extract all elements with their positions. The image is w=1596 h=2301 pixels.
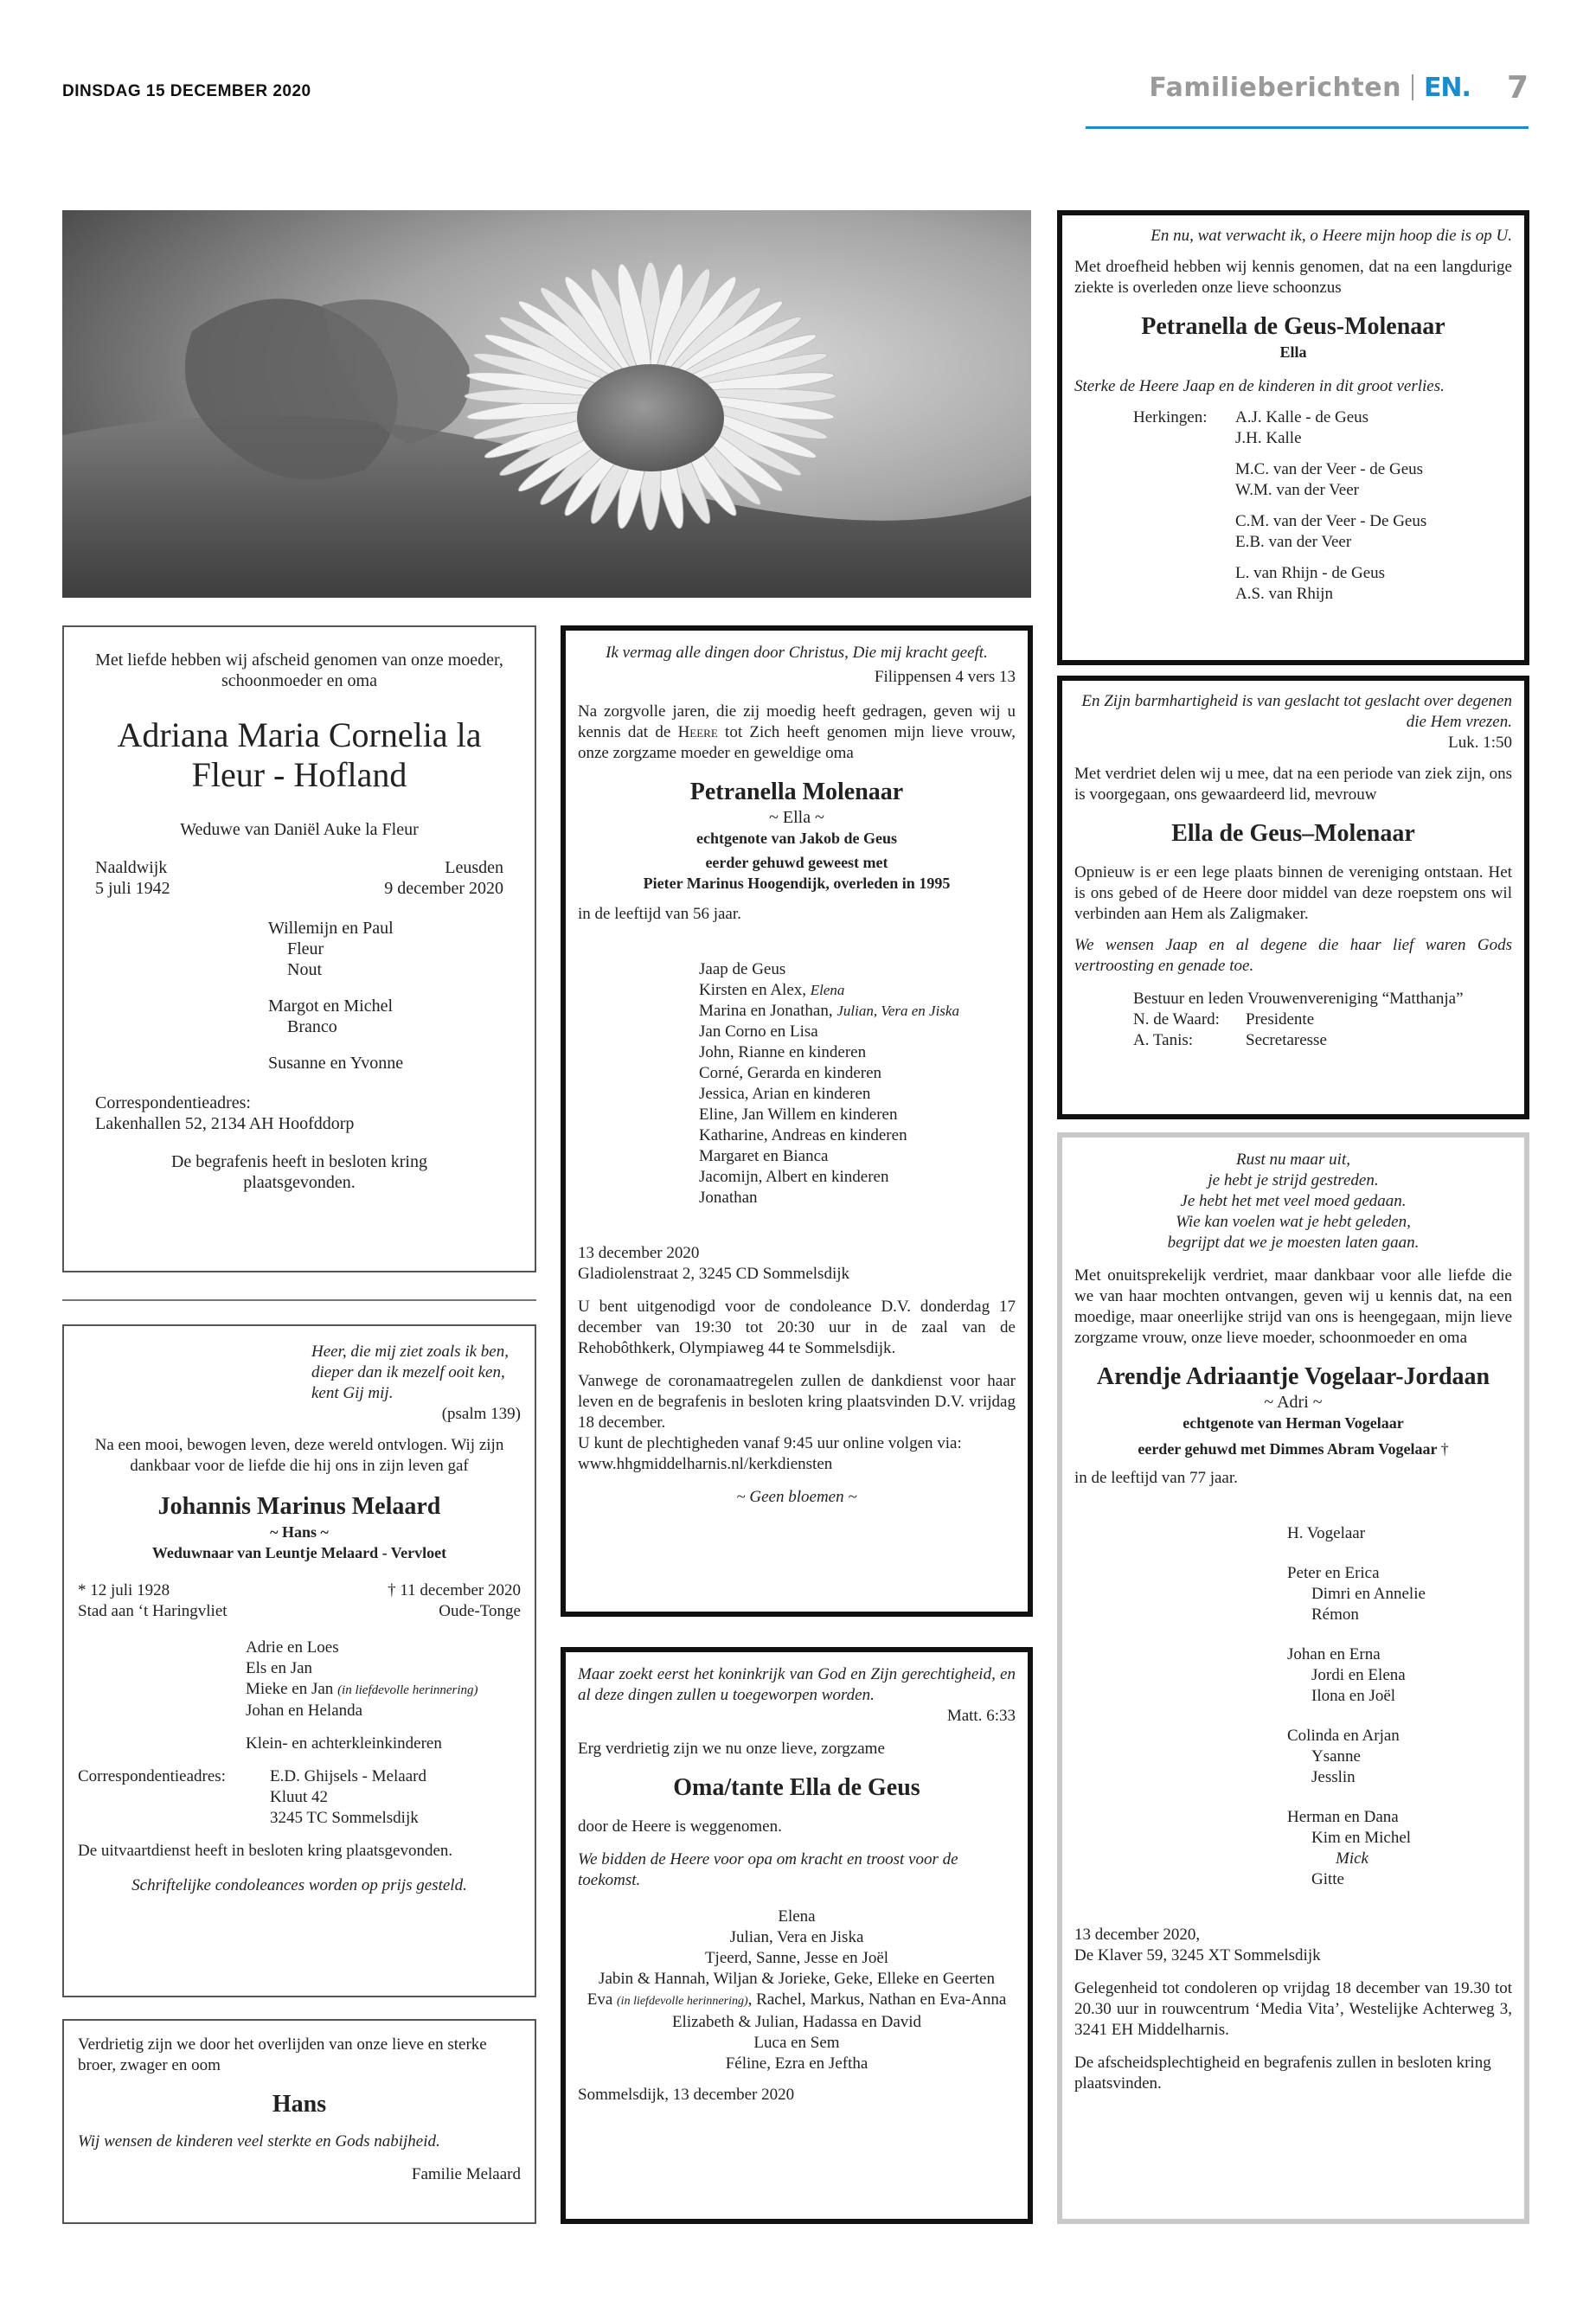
family-line: Peter en Erica (1287, 1564, 1380, 1582)
deceased-nickname: ~ Ella ~ (769, 808, 824, 827)
birth-place: Stad aan ‘t Haringvliet (78, 1602, 228, 1620)
family-line: Fleur (287, 939, 324, 958)
family-line: Jacomijn, Albert en kinderen (699, 1168, 889, 1186)
obituary-ella-vereniging (1057, 676, 1529, 1119)
signatories (1133, 989, 1512, 1051)
correspondence-block (78, 1766, 521, 1829)
family-line: Nout (287, 960, 322, 979)
funeral-note: De begrafenis heeft in besloten kring plaatsgevonden. (170, 1152, 427, 1192)
signatory-name: W.M. van der Veer (1235, 481, 1359, 499)
organisation: Bestuur en leden Vrouwenvereniging “Matthanja” (1133, 990, 1464, 1008)
tribute-text: Opnieuw is er een lege plaats binnen de vereniging ontstaan. Het is ons gebed of de Heere door middel van deze roepstem ons wil verbinden aan Hem als Zaligmaker. (1074, 863, 1512, 923)
family-line: Elena (778, 1907, 816, 1926)
daisy-illustration (62, 210, 1031, 598)
bible-verse: Ik vermag alle dingen door Christus, Die mij kracht geeft. (606, 644, 988, 662)
name-list (1235, 407, 1426, 605)
family-line: John, Rianne en kinderen (699, 1043, 867, 1061)
address-line: De Klaver 59, 3245 XT Sommelsdijk (1074, 1946, 1321, 1965)
family-line: Ilona en Joël (1311, 1687, 1396, 1705)
service-info: Vanwege de coronamaatregelen zullen de dankdienst voor haar leven en de begrafenis in besloten kring plaatsvinden D.V. vrijdag 18 december. (578, 1372, 1016, 1432)
bible-verse: En Zijn barmhartigheid is van geslacht tot geslacht over degenen die Hem vrezen. (1081, 692, 1512, 731)
header-accent-line (1086, 126, 1529, 129)
obituary-intro: Met droefheid hebben wij kennis genomen, dat na een langdurige ziekte is overleden onze lieve schoonzus (1074, 258, 1512, 297)
section-title: Familieberichten (1149, 72, 1401, 103)
signatory-name: A.S. van Rhijn (1235, 585, 1333, 603)
previous-marriage: eerder gehuwd met Dimmes Abram Vogelaar † (1138, 1440, 1449, 1458)
obituary-intro: Na een mooi, bewogen leven, deze wereld ontvlogen. Wij zijn dankbaar voor de liefde die hij ons in zijn leven gaf (94, 1436, 504, 1475)
deceased-name: Ella de Geus–Molenaar (1171, 820, 1415, 847)
family-line: Jordi en Elena (1311, 1666, 1406, 1684)
family-line: Klein- en achterkleinkinderen (246, 1734, 442, 1753)
deceased-name: Adriana Maria Cornelia la Fleur - Hofland (117, 715, 482, 794)
bible-reference: Filippensen 4 vers 13 (874, 668, 1016, 686)
obituary-intro: Met verdriet delen wij u mee, dat na een periode van ziek zijn, ons is voorgegaan, ons gewaardeerd lid, mevrouw (1074, 765, 1512, 804)
memorial-note: (in liefdevolle herinnering) (337, 1683, 478, 1697)
date-line: 13 december 2020, (1074, 1926, 1201, 1944)
widow-of: Weduwe van Daniël Auke la Fleur (180, 820, 419, 839)
family-line: Jonathan (699, 1189, 758, 1207)
daisy-photo (62, 210, 1031, 598)
previous-marriage: Pieter Marinus Hoogendijk, overleden in 1995 (643, 875, 951, 892)
signatory-name: C.M. van der Veer - De Geus (1235, 512, 1427, 530)
place-label: Herkingen: (1133, 408, 1208, 426)
family-line: Jan Corno en Lisa (699, 1022, 818, 1041)
family-line: Kirsten en Alex, Elena (699, 981, 845, 999)
family-line: Johan en Helanda (246, 1702, 363, 1720)
deceased-name: Petranella de Geus-Molenaar (1141, 313, 1445, 340)
family-line: Margot en Michel (268, 997, 394, 1016)
deceased-name: Petranella Molenaar (689, 779, 904, 805)
poem (1074, 1150, 1512, 1253)
service-note: De uitvaartdienst heeft in besloten kring plaatsgevonden. (78, 1842, 453, 1860)
obituary-petranella-de-geus (1057, 210, 1529, 665)
deceased-name: Oma/tante Ella de Geus (673, 1774, 920, 1801)
bible-reference: Luk. 1:50 (1448, 734, 1512, 752)
family-list (578, 1907, 1016, 2074)
family-line: Branco (287, 1017, 337, 1036)
spouse-line: echtgenote van Jakob de Geus (695, 830, 897, 847)
deceased-nickname: ~ Adri ~ (1264, 1393, 1323, 1412)
wish-text: We wensen Jaap en al degene die haar lief waren Gods vertroosting en genade toe. (1074, 936, 1512, 975)
signatory-name: E.B. van der Veer (1235, 533, 1352, 551)
family-line: Eline, Jan Willem en kinderen (699, 1106, 898, 1124)
death-place: Oude-Tonge (439, 1602, 521, 1620)
signatory-name: A.J. Kalle - de Geus (1235, 408, 1369, 426)
place-date: Sommelsdijk, 13 december 2020 (578, 2086, 795, 2104)
wish-text: Sterke de Heere Jaap en de kinderen in dit groot verlies. (1074, 377, 1445, 395)
spouse-line: echtgenote van Herman Vogelaar (1183, 1414, 1404, 1432)
obituary-melaard (62, 1324, 536, 1997)
deceased-nickname: ~ Hans ~ (270, 1523, 329, 1541)
obituary-intro: Erg verdrietig zijn we nu onze lieve, zorgzame (578, 1740, 885, 1758)
family-line: Willemijn en Paul (268, 919, 394, 938)
family-line: Mieke en Jan (in liefdevolle herinnering) (246, 1680, 478, 1698)
obituary-la-fleur (62, 625, 536, 1272)
psalm-reference: (psalm 139) (441, 1405, 521, 1423)
obituary-hans (62, 2019, 536, 2224)
prayer-text: We bidden de Heere voor opa om kracht en troost voor de toekomst. (578, 1850, 958, 1889)
family-line: Elizabeth & Julian, Hadassa en David (671, 2013, 922, 2031)
signatory-name: M.C. van der Veer - de Geus (1235, 460, 1424, 478)
family-list (699, 959, 1016, 1208)
life-dates (78, 1580, 521, 1622)
family-line: Jessica, Arian en kinderen (699, 1085, 871, 1103)
death-place: Leusden (445, 858, 503, 877)
family-line: Jaap de Geus (699, 960, 786, 978)
family-line: Mick (1336, 1849, 1368, 1868)
family-line: Johan en Erna (1287, 1645, 1381, 1663)
obituary-intro: Met liefde hebben wij afscheid genomen van onze moeder, schoonmoeder en oma (95, 651, 503, 690)
header-divider (1412, 74, 1413, 100)
condolence-info: Gelegenheid tot condoleren op vrijdag 18 december van 19.30 tot 20.30 uur in rouwcentrum ‘Media Vita’, Westelijke Achterweg 3, 3241 EH Middelharnis. (1074, 1979, 1512, 2039)
family-line: Susanne en Yvonne (268, 1054, 404, 1073)
correspondence-address: Lakenhallen 52, 2134 AH Hoofddorp (95, 1114, 355, 1133)
bible-verse: Maar zoekt eerst het koninkrijk van God en Zijn gerechtigheid, en al deze dingen zullen u toegeworpen worden. (578, 1665, 1016, 1704)
death-date: † 11 december 2020 (388, 1581, 521, 1599)
obituary-vogelaar (1057, 1132, 1529, 2224)
deceased-name: Johannis Marinus Melaard (157, 1493, 441, 1520)
signatory-name: L. van Rhijn - de Geus (1235, 564, 1386, 582)
poem-line: Je hebt het met veel moed gedaan. (1180, 1192, 1407, 1210)
page-number: 7 (1506, 69, 1529, 106)
birth-place: Naaldwijk (95, 858, 168, 877)
address-line: Gladiolenstraat 2, 3245 CD Sommelsdijk (578, 1265, 850, 1283)
family-line: Rémon (1311, 1606, 1359, 1624)
deceased-nickname: Ella (1279, 343, 1307, 361)
signatories (1133, 407, 1512, 605)
family-line: Jesslin (1311, 1768, 1356, 1786)
column-divider (62, 1299, 536, 1301)
correspondence-label: Correspondentieadres: (95, 1093, 251, 1112)
poem-line: Rust nu maar uit, (1236, 1150, 1350, 1169)
signature: Familie Melaard (411, 2165, 521, 2183)
family-list (246, 1638, 521, 1754)
family-line: Ysanne (1311, 1747, 1361, 1766)
family-line: Corné, Gerarda en kinderen (699, 1064, 882, 1082)
previous-marriage: eerder gehuwd geweest met (705, 854, 888, 871)
condolence-info: U bent uitgenodigd voor de condoleance D.V. donderdag 17 december van 19:30 tot 20:30 uur in de zaal van de Rehobôthkerk, Olympiaweg 44 te Sommelsdijk. (578, 1298, 1016, 1357)
widower-of: Weduwnaar van Leuntje Melaard - Vervloet (151, 1544, 447, 1561)
birth-date: * 12 juli 1928 (78, 1581, 170, 1599)
signatory-name: J.H. Kalle (1235, 429, 1302, 447)
date-line: 13 december 2020 (578, 1244, 700, 1262)
family-line: Jabin & Hannah, Wiljan & Jorieke, Geke, Elleke en Geerten (599, 1970, 995, 1988)
obituary-oma-ella (561, 1647, 1033, 2224)
family-line: Eva (in liefdevolle herinnering), Rachel, Markus, Nathan en Eva-Anna (586, 1990, 1007, 2009)
online-info: U kunt de plechtigheden vanaf 9:45 uur online volgen via: www.hhgmiddelharnis.nl/kerkdiensten (578, 1434, 962, 1473)
family-line: Els en Jan (246, 1659, 313, 1677)
wish-text: Wij wensen de kinderen veel sterkte en Gods nabijheid. (78, 2132, 440, 2150)
correspondence-line: 3245 TC Sommelsdijk (270, 1809, 419, 1827)
obituary-intro: Verdrietig zijn we door het overlijden van onze lieve en sterke broer, zwager en oom (78, 2035, 487, 2074)
edition-date: DINSDAG 15 DECEMBER 2020 (62, 82, 311, 100)
correspondence-line: E.D. Ghijsels - Melaard (270, 1767, 426, 1785)
life-dates (95, 857, 503, 899)
psalm-verse: Heer, die mij ziet zoals ik ben, dieper dan ik mezelf ooit ken, kent Gij mij. (311, 1343, 509, 1402)
deceased-name: Hans (272, 2091, 327, 2118)
bible-verse: En nu, wat verwacht ik, o Heere mijn hoop die is op U. (1151, 227, 1512, 245)
obituary-intro: Met onuitsprekelijk verdriet, maar dankbaar voor alle liefde die we van haar mochten ontvangen, geven wij u kennis dat, na een moedige, maar oneerlijke strijd van ons is heengegaan, mijn lieve zorgzame vrouw, onze lieve moeder, schoonmoeder en oma (1074, 1266, 1512, 1347)
taken-line: door de Heere is weggenomen. (578, 1817, 782, 1836)
death-date: 9 december 2020 (384, 879, 503, 898)
correspondence-line: Kluut 42 (270, 1788, 329, 1806)
deceased-name: Arendje Adriaantje Vogelaar-Jordaan (1096, 1363, 1490, 1390)
no-flowers-note: ~ Geen bloemen ~ (736, 1488, 857, 1506)
family-line: Julian, Vera en Jiska (729, 1928, 864, 1946)
birth-date: 5 juli 1942 (95, 879, 170, 898)
bible-reference: Matt. 6:33 (946, 1707, 1016, 1725)
family-line: Gitte (1311, 1870, 1344, 1888)
family-line: Marina en Jonathan, Julian, Vera en Jiska (699, 1002, 959, 1020)
family-line: Féline, Ezra en Jeftha (725, 2054, 869, 2073)
age-line: in de leeftijd van 56 jaar. (578, 905, 741, 923)
family-line: Adrie en Loes (246, 1638, 339, 1657)
family-list (1287, 1523, 1512, 1890)
family-line: Margaret en Bianca (699, 1147, 829, 1165)
family-line: Colinda en Arjan (1287, 1727, 1400, 1745)
obituary-petranella-molenaar (561, 625, 1033, 1617)
page-header (1149, 67, 1529, 107)
family-line: Tjeerd, Sanne, Jesse en Joël (704, 1949, 889, 1967)
correspondence-label: Correspondentieadres: (78, 1767, 226, 1785)
condolence-note: Schriftelijke condoleances worden op prijs gesteld. (131, 1876, 467, 1894)
poem-line: je hebt je strijd gestreden. (1208, 1171, 1379, 1189)
obituary-intro: Na zorgvolle jaren, die zij moedig heeft gedragen, geven wij u kennis dat de Heere tot Zich heeft genomen mijn lieve vrouw, onze zorgzame moeder en geweldige oma (578, 702, 1016, 762)
closing-note: De afscheidsplechtigheid en begrafenis zullen in besloten kring plaatsvinden. (1074, 2054, 1491, 2093)
family-line: Herman en Dana (1287, 1808, 1399, 1826)
family-line: Luca en Sem (753, 2034, 840, 2052)
family-line: Kim en Michel (1311, 1829, 1412, 1847)
family-line: Katharine, Andreas en kinderen (699, 1126, 907, 1144)
board-member: N. de Waard: Presidente (1133, 1010, 1315, 1029)
board-member: A. Tanis: Secretaresse (1133, 1031, 1327, 1049)
poem-line: Wie kan voelen wat je hebt geleden, (1176, 1213, 1411, 1231)
family-line: H. Vogelaar (1287, 1524, 1366, 1542)
age-line: in de leeftijd van 77 jaar. (1074, 1469, 1238, 1487)
publication-logo: EN. (1423, 72, 1471, 103)
poem-line: begrijpt dat we je moesten laten gaan. (1167, 1234, 1420, 1252)
family-line: Dimri en Annelie (1311, 1585, 1426, 1603)
family-list (268, 918, 503, 1074)
